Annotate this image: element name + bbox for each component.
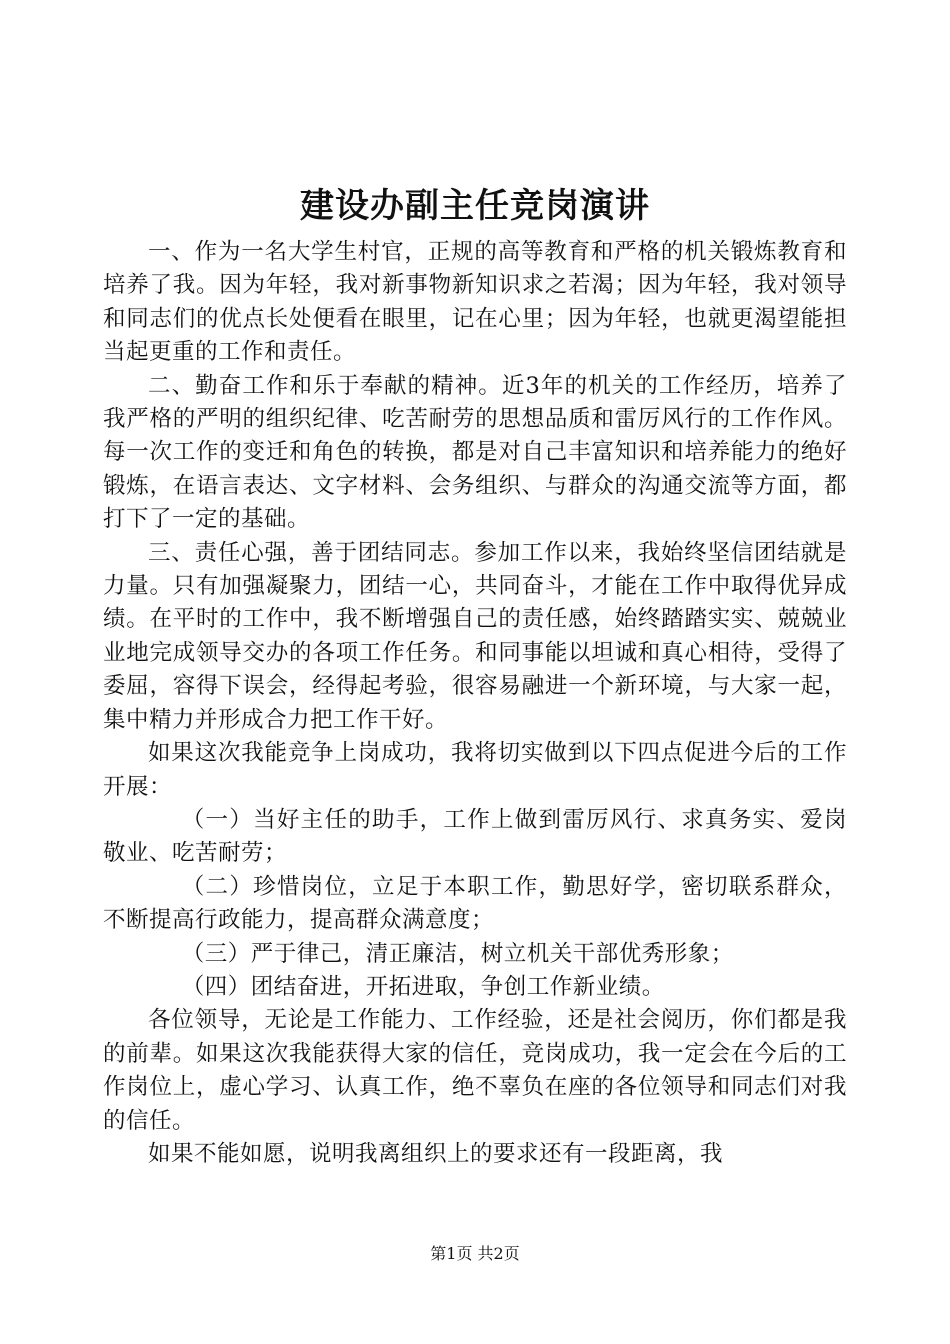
paragraph-3: 三、责任心强，善于团结同志。参加工作以来，我始终坚信团结就是力量。只有加强凝聚力，团结一心，共同奋斗，才能在工作中取得优异成绩。在平时的工作中，我不断增强自己的责任感，始终踏踏实实、兢兢业业地完成领导交办的各项工作任务。和同事能以坦诚和真心相待，受得了委屈，容得下误会，经得起考验，很容易融进一个新环境，与大家一起，集中精力并形成合力把工作干好。 xyxy=(103,539,847,733)
document-body xyxy=(103,236,847,1171)
paragraph-5: 各位领导，无论是工作能力、工作经验，还是社会阅历，你们都是我的前辈。如果这次我能获得大家的信任，竞岗成功，我一定会在今后的工作岗位上，虚心学习、认真工作，绝不辜负在座的各位领导和同志们对我的信任。 xyxy=(103,1007,847,1134)
list-item-2: （二）珍惜岗位，立足于本职工作，勤思好学，密切联系群众，不断提高行政能力，提高群众满意度； xyxy=(103,873,847,934)
paragraph-1: 一、作为一名大学生村官，正规的高等教育和严格的机关锻炼教育和培养了我。因为年轻，我对新事物新知识求之若渴；因为年轻，我对领导和同志们的优点长处便看在眼里，记在心里；因为年轻，也就更渴望能担当起更重的工作和责任。 xyxy=(103,239,847,366)
page-title: 建设办副主任竞岗演讲 xyxy=(300,186,650,226)
list-item-1: （一）当好主任的助手，工作上做到雷厉风行、求真务实、爱岗敬业、吃苦耐劳； xyxy=(103,806,847,867)
list-item-3: （三）严于律己，清正廉洁，树立机关干部优秀形象； xyxy=(181,940,734,967)
paragraph-4: 如果这次我能竞争上岗成功，我将切实做到以下四点促进今后的工作开展： xyxy=(103,740,847,800)
page-footer: 第1页 共2页 xyxy=(430,1244,520,1263)
paragraph-2: 二、勤奋工作和乐于奉献的精神。近3年的机关的工作经历，培养了我严格的严明的组织纪律、吃苦耐劳的思想品质和雷厉风行的工作作风。每一次工作的变迁和角色的转换，都是对自己丰富知识和培养能力的绝好锻炼，在语言表达、文字材料、会务组织、与群众的沟通交流等方面，都打下了一定的基础。 xyxy=(103,372,847,533)
list-item-4: （四）团结奋进，开拓进取，争创工作新业绩。 xyxy=(181,973,665,1000)
paragraph-6: 如果不能如愿，说明我离组织上的要求还有一段距离，我 xyxy=(148,1140,724,1167)
